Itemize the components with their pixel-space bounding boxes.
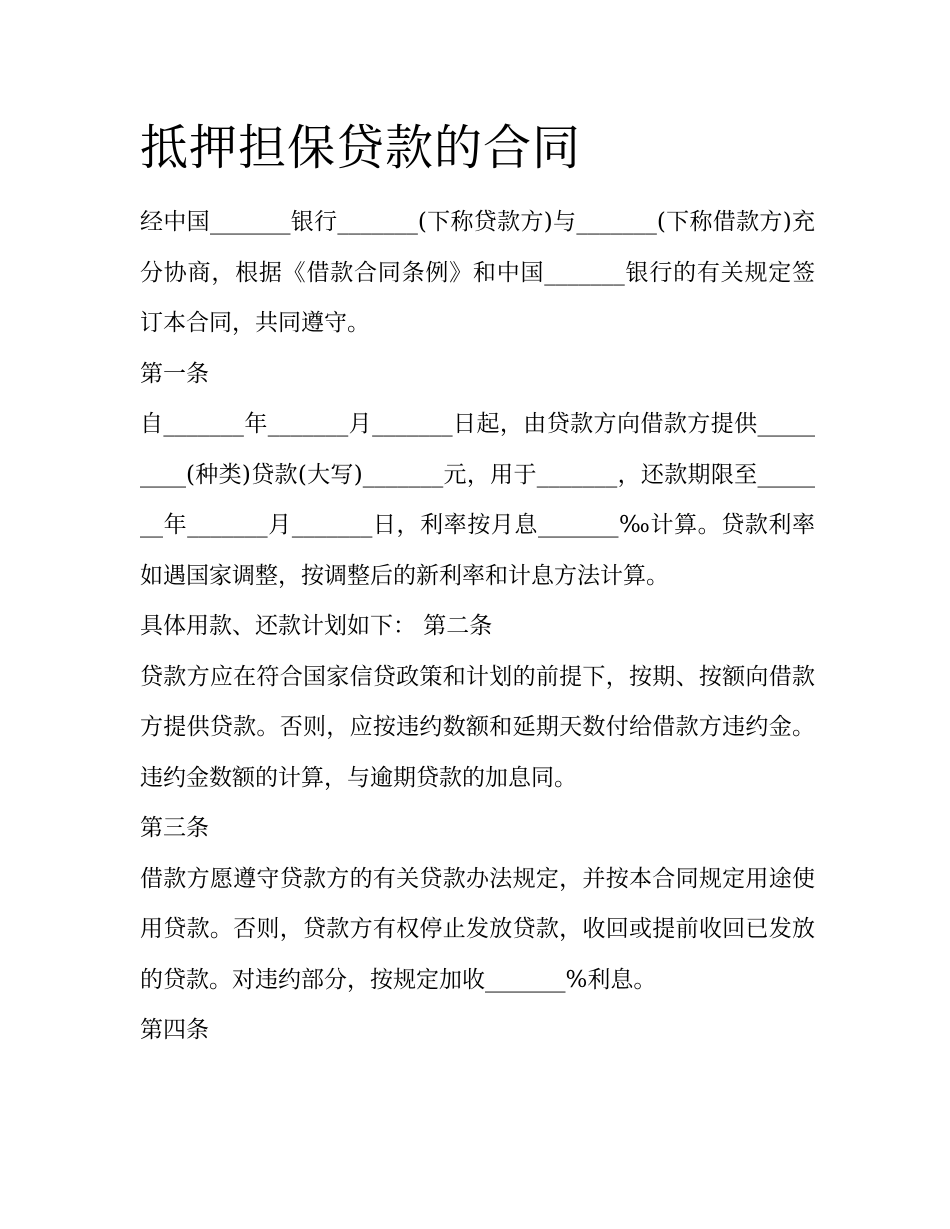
article-2-heading: 具体用款、还款计划如下： 第二条 <box>140 613 493 639</box>
article-3-heading: 第三条 <box>140 815 209 841</box>
article-1-text: 自_______年_______月_______日起，由贷款方向借款方提供_________(种类)贷款(大写)_______元，用于_______，还款期限至_______年_______月_______日，利率按月息_______‰计算。贷款利率如遇国家调整，按调整后的新利率和计息方法计算。 <box>140 411 815 589</box>
article-1-heading: 第一条 <box>140 360 209 387</box>
document-title: 抵押担保贷款的合同 <box>140 120 582 176</box>
article-4-heading: 第四条 <box>140 1017 209 1043</box>
article-2-text: 贷款方应在符合国家信贷政策和计划的前提下，按期、按额向借款方提供贷款。否则，应按违约数额和延期天数付给借款方违约金。违约金数额的计算，与逾期贷款的加息同。 <box>140 663 815 791</box>
document-body <box>140 197 815 1056</box>
article-3-text: 借款方愿遵守贷款方的有关贷款办法规定，并按本合同规定用途使用贷款。否则，贷款方有权停止发放贷款，收回或提前收回已发放的贷款。对违约部分，按规定加收_______%利息。 <box>140 865 815 993</box>
intro-paragraph: 经中国_______银行_______(下称贷款方)与_______(下称借款方)充分协商，根据《借款合同条例》和中国_______银行的有关规定签订本合同，共同遵守。 <box>140 209 815 336</box>
